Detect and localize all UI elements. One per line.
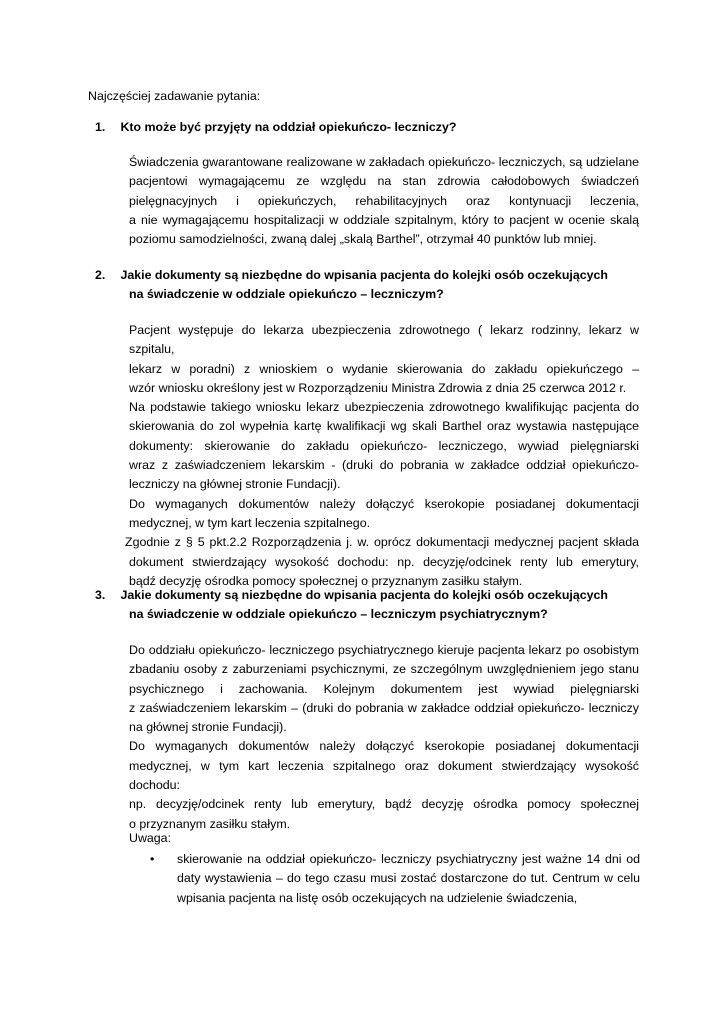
bullet-line: daty wystawienia – do tego czasu musi zostać dostarczone do tut. Centrum w celu [177, 871, 640, 886]
question-1-answer [129, 153, 639, 249]
answer-line: psychicznego i zachowania. Kolejnym dokumentem jest wywiad pielęgniarski [129, 681, 639, 696]
answer-line: o przyznanym zasiłku stałym. [129, 816, 291, 831]
answer-line: pacjentowi wymagającemu ze względu na stan zdrowia całodobowych świadczeń [129, 174, 639, 189]
answer-line: Do wymaganych dokumentów należy dołączyć kserokopie posiadanej dokumentacji [129, 496, 639, 511]
question-2-number: 2. [95, 268, 106, 282]
question-2-title-line: na świadczenie w oddziale opiekuńczo – leczniczym? [129, 287, 444, 302]
question-3-title [95, 586, 608, 625]
answer-line: Świadczenia gwarantowane realizowane w zakładach opiekuńczo- leczniczych, są udzielane [129, 155, 639, 169]
answer-line: Do oddziału opiekuńczo- leczniczego psychiatrycznego kieruje pacjenta lekarz po osobistym [129, 643, 639, 657]
answer-line: skierowania do zol wypełnia kartę kwalifikacji wg skali Barthel oraz wystawia następujące [129, 419, 639, 434]
answer-line: dokument stwierdzający wysokość dochodu: np. decyzję/odcinek renty lub emerytury, [129, 554, 639, 569]
note-label: Uwaga: [129, 831, 172, 845]
bullet-line: wpisania pacjenta na listę osób oczekujących na udzielenie świadczenia, [177, 890, 578, 905]
answer-line: Na podstawie takiego wniosku lekarz ubezpieczenia zdrowotnego kwalifikując pacjenta do [129, 400, 639, 415]
answer-line: wraz z zaświadczeniem lekarskim - (druki do pobrania w zakładce oddział opiekuńczo- [129, 458, 639, 473]
answer-line: na głównej stronie Fundacji). [129, 720, 287, 735]
answer-line: a nie wymagającemu hospitalizacji w oddziale szpitalnym, który to pacjent w ocenie skalą [129, 212, 639, 227]
answer-line: wzór wniosku określony jest w Rozporządzeniu Ministra Zdrowia z dnia 25 czerwca 2012 r. [129, 380, 627, 395]
question-2-answer [125, 321, 639, 591]
answer-line: Zgodnie z § 5 pkt.2.2 Rozporządzenia j. w. oprócz dokumentacji medycznej pacjent składa [125, 535, 639, 550]
question-3-title-line: Jakie dokumenty są niezbędne do wpisania pacjenta do kolejki osób oczekujących [120, 588, 608, 602]
question-1-number: 1. [95, 120, 106, 134]
answer-line: medycznej, w tym kart leczenia szpitalnego oraz dokument stwierdzający wysokość dochodu: [129, 758, 639, 793]
answer-line: medycznej, w tym kart leczenia szpitalnego. [129, 515, 371, 530]
question-2-title-line: Jakie dokumenty są niezbędne do wpisania pacjenta do kolejki osób oczekujących [120, 268, 608, 282]
answer-line: leczniczy na głównej stronie Fundacji). [129, 477, 341, 492]
answer-line: Do wymaganych dokumentów należy dołączyć kserokopie posiadanej dokumentacji [129, 739, 639, 754]
question-2-title [95, 266, 608, 305]
question-3-number: 3. [95, 588, 106, 602]
answer-line: pielęgnacyjnych i opiekuńczych, rehabilitacyjnych oraz kontynuacji leczenia, [129, 193, 639, 208]
answer-line: zbadaniu osoby z zaburzeniami psychicznymi, ze szczególnym uwzględnieniem jego stanu [129, 662, 639, 677]
bullet-line: skierowanie na oddział opiekuńczo- leczniczy psychiatryczny jest ważne 14 dni od [177, 852, 640, 866]
answer-line: dokumenty: skierowanie do zakładu opiekuńczo- leczniczego, wywiad pielęgniarski [129, 438, 639, 453]
intro-heading: Najczęściej zadawanie pytania: [88, 89, 261, 103]
answer-line: Pacjent występuje do lekarza ubezpieczenia zdrowotnego ( lekarz rodzinny, lekarz w szpitalu, [129, 323, 639, 357]
question-3-title-line: na świadczenie w oddziale opiekuńczo – leczniczym psychiatrycznym? [129, 607, 548, 622]
bullet-text [177, 850, 640, 908]
question-3-answer [129, 641, 639, 834]
answer-line: lekarz w poradni) z wnioskiem o wydanie skierowania do zakładu opiekuńczego – [129, 361, 639, 376]
answer-line: np. decyzję/odcinek renty lub emerytury, bądź decyzję ośrodka pomocy społecznej [129, 797, 639, 812]
question-1-title-line: Kto może być przyjęty na oddział opiekuńczo- leczniczy? [120, 120, 457, 134]
question-1-title [95, 118, 456, 137]
answer-line: poziomu samodzielności, zwaną dalej „skalą Barthel”, otrzymał 40 punktów lub mniej. [129, 232, 597, 247]
answer-line: z zaświadczeniem lekarskim – (druki do pobrania w zakładce oddział opiekuńczo- leczniczy [129, 700, 639, 715]
answer-line: bądź decyzję ośrodka pomocy społecznej o przyznanym zasiłku stałym. [129, 573, 523, 588]
bullet-icon: • [150, 852, 155, 866]
